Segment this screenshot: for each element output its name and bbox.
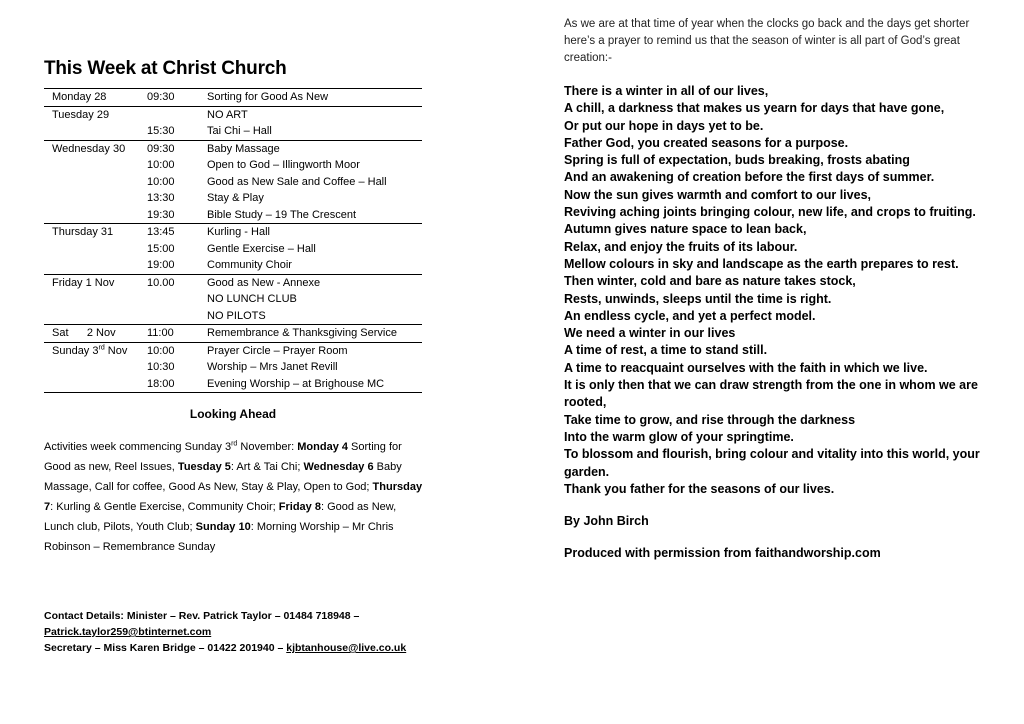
secretary-email-link[interactable]: kjbtanhouse@live.co.uk xyxy=(286,642,407,654)
activities-day: Monday 4 xyxy=(297,441,348,453)
poem-line: Relax, and enjoy the fruits of its labour. xyxy=(564,239,798,254)
prayer-intro: As we are at that time of year when the clocks go back and the days get shorter here’s a prayer to remind us that the season of winter is all part of God’s great creation:- xyxy=(564,18,970,64)
schedule-day: Monday 28 xyxy=(44,89,147,107)
schedule-event: Good as New - Annexe xyxy=(207,274,422,291)
schedule-day: Sunday 3rd Nov xyxy=(44,342,147,359)
schedule-time xyxy=(147,291,207,308)
schedule-event: Tai Chi – Hall xyxy=(207,125,272,137)
schedule-row xyxy=(44,308,422,325)
schedule-time: 15:30 xyxy=(147,125,175,137)
poem-line: Reviving aching joints bringing colour, new life, and crops to fruiting. xyxy=(564,205,976,220)
contact-label: Contact Details: xyxy=(44,610,124,622)
poem-line: Mellow colours in sky and landscape as the earth prepares to rest. xyxy=(564,256,959,271)
schedule-day: Thursday 31 xyxy=(44,224,147,241)
activities-text: Baby Massage, Call for coffee, Good As New, Stay & Play, Open to God; xyxy=(44,461,402,493)
ordinal-suffix: rd xyxy=(231,440,238,448)
schedule-event: Sorting for Good As New xyxy=(207,89,422,107)
schedule-time: 19:30 xyxy=(147,208,175,221)
poem-author: By John Birch xyxy=(564,514,649,529)
schedule-time: 10:00 xyxy=(147,342,207,359)
schedule-day xyxy=(44,123,147,140)
schedule-row xyxy=(44,174,422,191)
schedule-day xyxy=(44,174,147,191)
schedule-event: NO ART xyxy=(207,106,422,123)
schedule-row xyxy=(44,224,422,241)
schedule-time: 09:30 xyxy=(147,140,207,157)
activities-day: Wednesday 6 xyxy=(303,461,374,473)
schedule-event: Prayer Circle – Prayer Room xyxy=(207,342,422,359)
activities-text: : Art & Tai Chi; xyxy=(230,461,304,473)
schedule-row xyxy=(44,89,422,107)
activities-day: Sunday 10 xyxy=(195,521,251,533)
schedule-event: Gentle Exercise – Hall xyxy=(207,242,316,255)
page-title: This Week at Christ Church xyxy=(44,58,287,79)
schedule-row xyxy=(44,157,422,174)
schedule-day: Friday 1 Nov xyxy=(44,274,147,291)
activities-text: : Kurling & Gentle Exercise, Community Choir; xyxy=(50,501,279,513)
schedule-day xyxy=(44,207,147,224)
minister-contact: Minister – Rev. Patrick Taylor – 01484 718948 – xyxy=(123,610,360,622)
schedule-day xyxy=(44,376,147,393)
schedule-row xyxy=(44,106,422,123)
schedule-row xyxy=(44,359,422,376)
poem-line: A time of rest, a time to stand still. xyxy=(564,343,768,358)
activities-text: November: xyxy=(237,441,298,453)
schedule-time xyxy=(147,106,207,123)
schedule-row xyxy=(44,291,422,308)
poem-line: Then winter, cold and bare as nature takes stock, xyxy=(564,274,856,289)
schedule-time: 11:00 xyxy=(147,325,207,343)
weekly-schedule-table xyxy=(44,88,422,393)
schedule-time xyxy=(147,308,207,325)
poem-line: And an awakening of creation before the first days of summer. xyxy=(564,170,935,185)
schedule-row xyxy=(44,257,422,274)
schedule-row xyxy=(44,325,422,343)
schedule-time: 10:00 xyxy=(147,175,175,188)
schedule-day: Sat 2 Nov xyxy=(44,325,147,343)
schedule-day: Wednesday 30 xyxy=(44,140,147,157)
schedule-time: 18:00 xyxy=(147,376,207,393)
schedule-event: Baby Massage xyxy=(207,140,422,157)
activities-text: Sorting for Good as new, Reel Issues, xyxy=(44,441,402,473)
schedule-time: 10.00 xyxy=(147,274,207,291)
poem-line: Into the warm glow of your springtime. xyxy=(564,429,794,444)
activities-day: Tuesday 5 xyxy=(177,461,231,473)
schedule-event: Remembrance & Thanksgiving Service xyxy=(207,325,422,343)
schedule-time: 13:45 xyxy=(147,224,207,241)
poem-line: A time to reacquaint ourselves with the faith in which we live. xyxy=(564,360,928,375)
schedule-event: Kurling - Hall xyxy=(207,224,422,241)
schedule-event: Good as New Sale and Coffee – Hall xyxy=(207,175,387,188)
schedule-row xyxy=(44,190,422,207)
contact-details xyxy=(44,608,464,656)
prayer-poem xyxy=(564,83,984,498)
schedule-day: Tuesday 29 xyxy=(44,106,147,123)
activities-paragraph xyxy=(44,437,424,557)
schedule-event: Worship – Mrs Janet Revill xyxy=(207,361,338,373)
schedule-row xyxy=(44,376,422,393)
poem-line: Now the sun gives warmth and comfort to our lives, xyxy=(564,187,871,202)
schedule-day xyxy=(44,359,147,376)
poem-line: Thank you father for the seasons of our lives. xyxy=(564,481,835,496)
secretary-contact: Secretary – Miss Karen Bridge – 01422 201940 – xyxy=(44,642,287,654)
poem-line: There is a winter in all of our lives, xyxy=(564,84,769,98)
right-page xyxy=(564,16,984,560)
schedule-event: Bible Study – 19 The Crescent xyxy=(207,208,356,221)
activities-day: Friday 8 xyxy=(278,501,321,513)
schedule-row xyxy=(44,207,422,224)
schedule-row xyxy=(44,241,422,258)
activities-text: Activities week commencing Sunday 3 xyxy=(44,441,232,453)
activities-text: : Morning Worship – Mr Chris Robinson – Remembrance Sunday xyxy=(44,521,394,553)
schedule-time: 10:30 xyxy=(147,361,175,373)
schedule-row xyxy=(44,274,422,291)
poem-line: Autumn gives nature space to lean back, xyxy=(564,222,807,237)
schedule-time: 10:00 xyxy=(147,159,175,171)
minister-email-link[interactable]: Patrick.taylor259@btinternet.com xyxy=(44,626,212,638)
schedule-row xyxy=(44,342,422,359)
schedule-time: 13:30 xyxy=(147,192,175,204)
poem-line: An endless cycle, and yet a perfect model. xyxy=(564,308,816,323)
schedule-time: 09:30 xyxy=(147,89,207,107)
permission-credit: Produced with permission from faithandworship.com xyxy=(564,546,881,561)
looking-ahead-heading: Looking Ahead xyxy=(189,407,277,421)
schedule-event: Open to God – Illingworth Moor xyxy=(207,159,360,171)
schedule-day xyxy=(44,157,147,174)
poem-line: To blossom and flourish, bring colour and vitality into this world, your garden. xyxy=(564,447,980,479)
schedule-day xyxy=(44,190,147,207)
poem-line: Or put our hope in days yet to be. xyxy=(564,118,764,133)
poem-line: It is only then that we can draw strength from the one in whom we are rooted, xyxy=(564,378,978,410)
schedule-day xyxy=(44,241,147,258)
schedule-event: Evening Worship – at Brighouse MC xyxy=(207,376,422,393)
schedule-day xyxy=(44,308,147,325)
poem-line: Father God, you created seasons for a purpose. xyxy=(564,135,849,150)
schedule-row xyxy=(44,140,422,157)
schedule-day xyxy=(44,291,147,308)
poem-line: Spring is full of expectation, buds breaking, frosts abating xyxy=(564,153,910,168)
poem-line: We need a winter in our lives xyxy=(564,326,736,341)
schedule-event: Stay & Play xyxy=(207,192,264,204)
schedule-time: 15:00 xyxy=(147,242,175,255)
schedule-row xyxy=(44,123,422,140)
poem-line: A chill, a darkness that makes us yearn for days that have gone, xyxy=(564,101,945,116)
schedule-event: NO PILOTS xyxy=(207,309,266,322)
schedule-event: NO LUNCH CLUB xyxy=(207,293,297,305)
activities-text: : Good as New, Lunch club, Pilots, Youth Club; xyxy=(44,501,397,533)
schedule-time: 19:00 xyxy=(147,259,175,271)
schedule-day xyxy=(44,257,147,274)
left-page xyxy=(44,58,422,557)
activities-day: Thursday 7 xyxy=(44,481,423,513)
poem-line: Take time to grow, and rise through the darkness xyxy=(564,412,856,427)
poem-line: Rests, unwinds, sleeps until the time is right. xyxy=(564,291,832,306)
schedule-event: Community Choir xyxy=(207,259,292,271)
